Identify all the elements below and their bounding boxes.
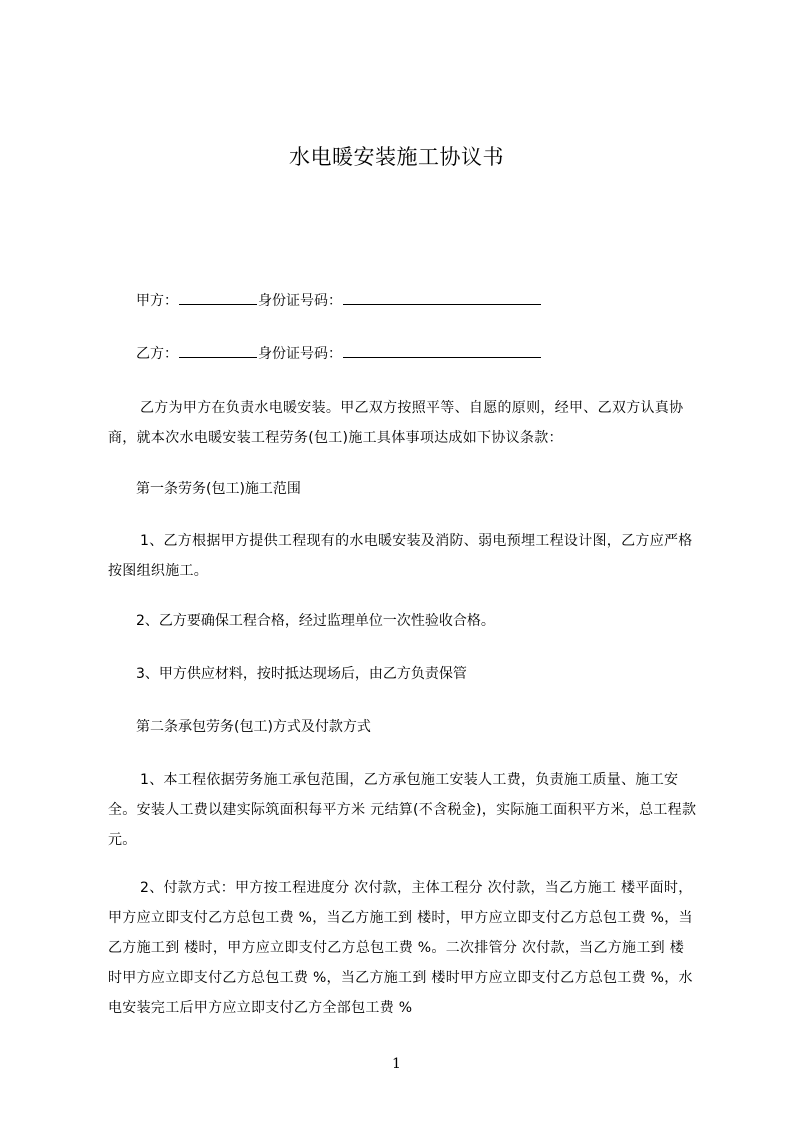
party-a-line [136,286,542,316]
party-b-name-blank [179,343,257,358]
party-a-id-label: 身份证号码： [258,293,342,309]
article-2-item-2: 2、付款方式：甲方按工程进度分 次付款，主体工程分 次付款，当乙方施工 楼平面时，甲方应立即支付乙方总包工费 %，当乙方施工到 楼时，甲方应立即支付乙方总包工费 %，当乙方施工到 楼时，甲方应立即支付乙方总包工费 %。二次排管分 次付款，当乙方施工到 楼时甲方应立即支付乙方总包工费 %，当乙方施工到 楼时甲方应立即支付乙方总包工费 %，水电安装完工后甲方应立即支付乙方全部包工费 % [108,880,693,1016]
article-2-heading: 第二条承包劳务(包工)方式及付款方式 [136,719,371,735]
party-a-label: 甲方： [136,293,178,309]
article-1-item-1: 1、乙方根据甲方提供工程现有的水电暖安装及消防、弱电预埋工程设计图，乙方应严格按图组织施工。 [108,533,693,579]
party-b-line [136,339,542,369]
article-2-item-1: 1、本工程依据劳务施工承包范围，乙方承包施工安装人工费，负责施工质量、施工安全。安装人工费以建实际筑面积每平方米 元结算(不含税金)，实际施工面积平方米，总工程款 元。 [108,772,697,848]
page-number: 1 [392,1056,401,1072]
article-1-item-2: 2、乙方要确保工程合格，经过监理单位一次性验收合格。 [136,613,495,629]
party-a-name-blank [179,290,257,305]
party-b-id-blank [343,343,541,358]
party-b-label: 乙方： [136,346,178,362]
party-a-id-blank [343,290,541,305]
party-b-id-label: 身份证号码： [258,346,342,362]
intro-paragraph: 乙方为甲方在负责水电暖安装。甲乙双方按照平等、自愿的原则，经甲、乙双方认真协商，就本次水电暖安装工程劳务(包工)施工具体事项达成如下协议条款： [108,400,684,446]
document-title: 水电暖安装施工协议书 [289,145,504,169]
article-1-heading: 第一条劳务(包工)施工范围 [136,481,301,497]
article-1-item-3: 3、甲方供应材料，按时抵达现场后，由乙方负责保管 [136,666,467,682]
